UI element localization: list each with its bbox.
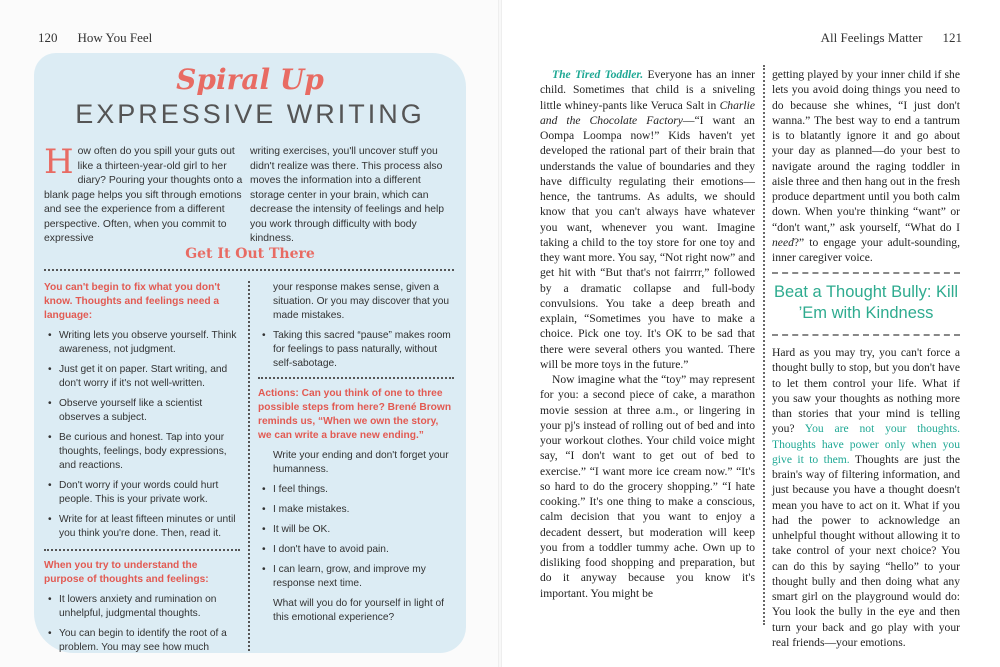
list-item: • Write for at least fifteen minutes or until you think you're done. Then, read it.	[44, 513, 240, 541]
dotted-divider	[258, 377, 454, 379]
emphasis-text: need	[772, 235, 794, 249]
list-item: • It lowers anxiety and rumination on unhelpful, judgmental thoughts.	[44, 593, 240, 621]
left-page-number: 120	[38, 30, 58, 45]
block1-heading: You can't begin to fix what you don't know. Thoughts and feelings need a language:	[44, 282, 221, 321]
block2-list	[44, 593, 240, 655]
sidebar-intro-col2: writing exercises, you'll uncover stuff you didn't realize was there. This process also moves the information into a different storage center in your brain, which can decrease the intensity of feelings and help you work through difficulty with body kindness.	[250, 146, 445, 244]
spiral-up-sidebar	[34, 53, 466, 653]
body-text: Hard as you may try, you can't force a thought bully to stop, but you don't have to let them control your life. What if you saw your thoughts as nothing more than stories that your mind is telling you?	[772, 346, 960, 436]
col2-list	[258, 329, 454, 371]
highlight-text: You are not your thoughts. Thoughts have power only when you give it to them.	[772, 422, 960, 466]
tired-toddler-lead: The Tired Toddler.	[552, 68, 644, 81]
body-paragraph	[772, 67, 960, 265]
sidebar-title: EXPRESSIVE WRITING	[75, 99, 425, 129]
body-paragraph	[772, 345, 960, 650]
right-running-title: All Feelings Matter	[820, 30, 923, 45]
list-item: • Observe yourself like a scientist observes a subject.	[44, 397, 240, 425]
right-running-header	[821, 30, 962, 46]
dashed-rule-top	[772, 272, 960, 274]
list-item: • Just get it on paper. Start writing, and don't worry if it's not well-written.	[44, 363, 240, 391]
block3-intro: Write your ending and don't forget your humanness.	[273, 450, 449, 475]
block1-list	[44, 329, 240, 541]
list-item: • You can begin to identify the root of a problem. You may see how much	[44, 627, 240, 655]
right-column-1	[540, 67, 755, 601]
dotted-divider	[44, 549, 240, 551]
list-item: • I make mistakes.	[258, 503, 454, 517]
page-gutter	[498, 0, 502, 667]
body-text: Thoughts are just the brain's way of filtering information, and just because you have a thought doesn't mean you have to act on it. What if you had the power to acknowledge an unhelpful thought without allowing it to take control of your next choice? You can do this by saying “hello” to your thought bully and then doing what any smart girl on the playground would do: You look the bully in the eye and then turn your back and go play with your real friends—your emotions.	[772, 452, 960, 649]
drop-cap: H	[44, 142, 74, 182]
sidebar-kicker: Spiral Up	[176, 63, 324, 96]
dashed-rule-bottom	[772, 334, 960, 336]
list-item: • Taking this sacred “pause” makes room for feelings to pass naturally, without self-sabotage.	[258, 329, 454, 371]
left-running-title: How You Feel	[77, 30, 153, 45]
body-paragraph: Now imagine what the “toy” may represent for you: a second piece of cake, a marathon movie session at three a.m., or lingering in your pj's instead of rolling out of bed and into your workout clothes. Your child voice might say, “I don't want to get out of bed to exercise.” “I want more ice cream now.” “It's so hard to do the grocery shopping.” “I hate cooking.” It's one thing to make a conscious, calm decision that you want to enjoy a decadent dessert, but moderation will keep you from a toddler tummy ache. Own up to disliking food shopping and preparation, but do it anyway because you know it's important. You might be	[540, 373, 755, 600]
section-heading: Beat a Thought Bully: Kill ’Em with Kindness	[773, 283, 959, 322]
book-title: Charlie and the Chocolate Factory	[540, 98, 755, 127]
sidebar-intro-col1	[44, 142, 244, 247]
list-item: • I don't have to avoid pain.	[258, 543, 454, 557]
body-text: Everyone has an inner child. Sometimes that child is a sniveling little whiney-pants like Veruca Salt in	[540, 68, 755, 112]
body-text: getting played by your inner child if she lets you avoid doing things you need to do because she whines, “I just don't wanna.” The best way to end a tantrum is to blatantly ignore it and go about your day as planned—do your best to navigate around the raging toddler in aisle three and then hang out in the fresh produce department until you both calm down. When you're thinking “want” or “don't want,” ask yourself, “What do I	[772, 68, 961, 234]
dotted-divider	[44, 269, 454, 271]
list-item: • I can learn, grow, and improve my response next time.	[258, 563, 454, 591]
dotted-column-divider	[248, 281, 250, 651]
right-page-number: 121	[942, 30, 962, 45]
sidebar-subheading: Get It Out There	[185, 246, 315, 262]
block3-heading: Actions: Can you think of one to three possible steps from here? Brené Brown reminds us, “When we own the story, we can write a brave new ending.”	[258, 388, 452, 441]
list-item: • Don't worry if your words could hurt people. This is your private work.	[44, 479, 240, 507]
continuation-text: your response makes sense, given a situation. Or you may discover that you made mistakes.	[273, 282, 450, 321]
right-column-2	[772, 67, 960, 265]
list-item: • Writing lets you observe yourself. Think awareness, not judgment.	[44, 329, 240, 357]
body-paragraph	[540, 67, 755, 372]
block3-list	[258, 483, 454, 591]
body-text: ?” to engage your adult-sounding, inner caregiver voice.	[772, 235, 960, 264]
right-column-2-section	[772, 345, 960, 650]
sidebar-col1	[44, 281, 240, 661]
list-item: • It will be OK.	[258, 523, 454, 537]
left-running-header	[38, 30, 152, 46]
body-text: —“I want an Oompa Loompa now!” Kids haven't yet developed the rational part of their brain that understands the value of boundaries and they have difficulty regulating their emotions—hence, the tantrums. As adults, we should know that you can't always have whatever you want, whenever you want. Imagine taking a child to the toy store for one toy and they want more. You say, “Not right now” and get hit with “But that's not fairrrr,” followed by a dramatic collapse and full-body convulsions. You take a deep breath and explain, “Sometimes you have to make a choice. Pick one toy. It's OK to be sad that there were several others you wanted. There will be more toys in the future.”	[540, 113, 755, 371]
block2-heading: When you try to understand the purpose of thoughts and feelings:	[44, 560, 209, 585]
sidebar-col2	[258, 281, 454, 631]
dotted-column-divider	[763, 65, 765, 625]
intro-text-col1: ow often do you spill your guts out like a thirteen-year-old girl to her diary? Pouring your thoughts onto a blank page helps you sift through emotions and see the experience from a different perspective. Often, when you commit to expressive	[44, 146, 243, 244]
list-item: • Be curious and honest. Tap into your thoughts, feelings, body expressions, and reactions.	[44, 431, 240, 473]
block3-outro: What will you do for yourself in light of this emotional experience?	[273, 598, 444, 623]
list-item: • I feel things.	[258, 483, 454, 497]
